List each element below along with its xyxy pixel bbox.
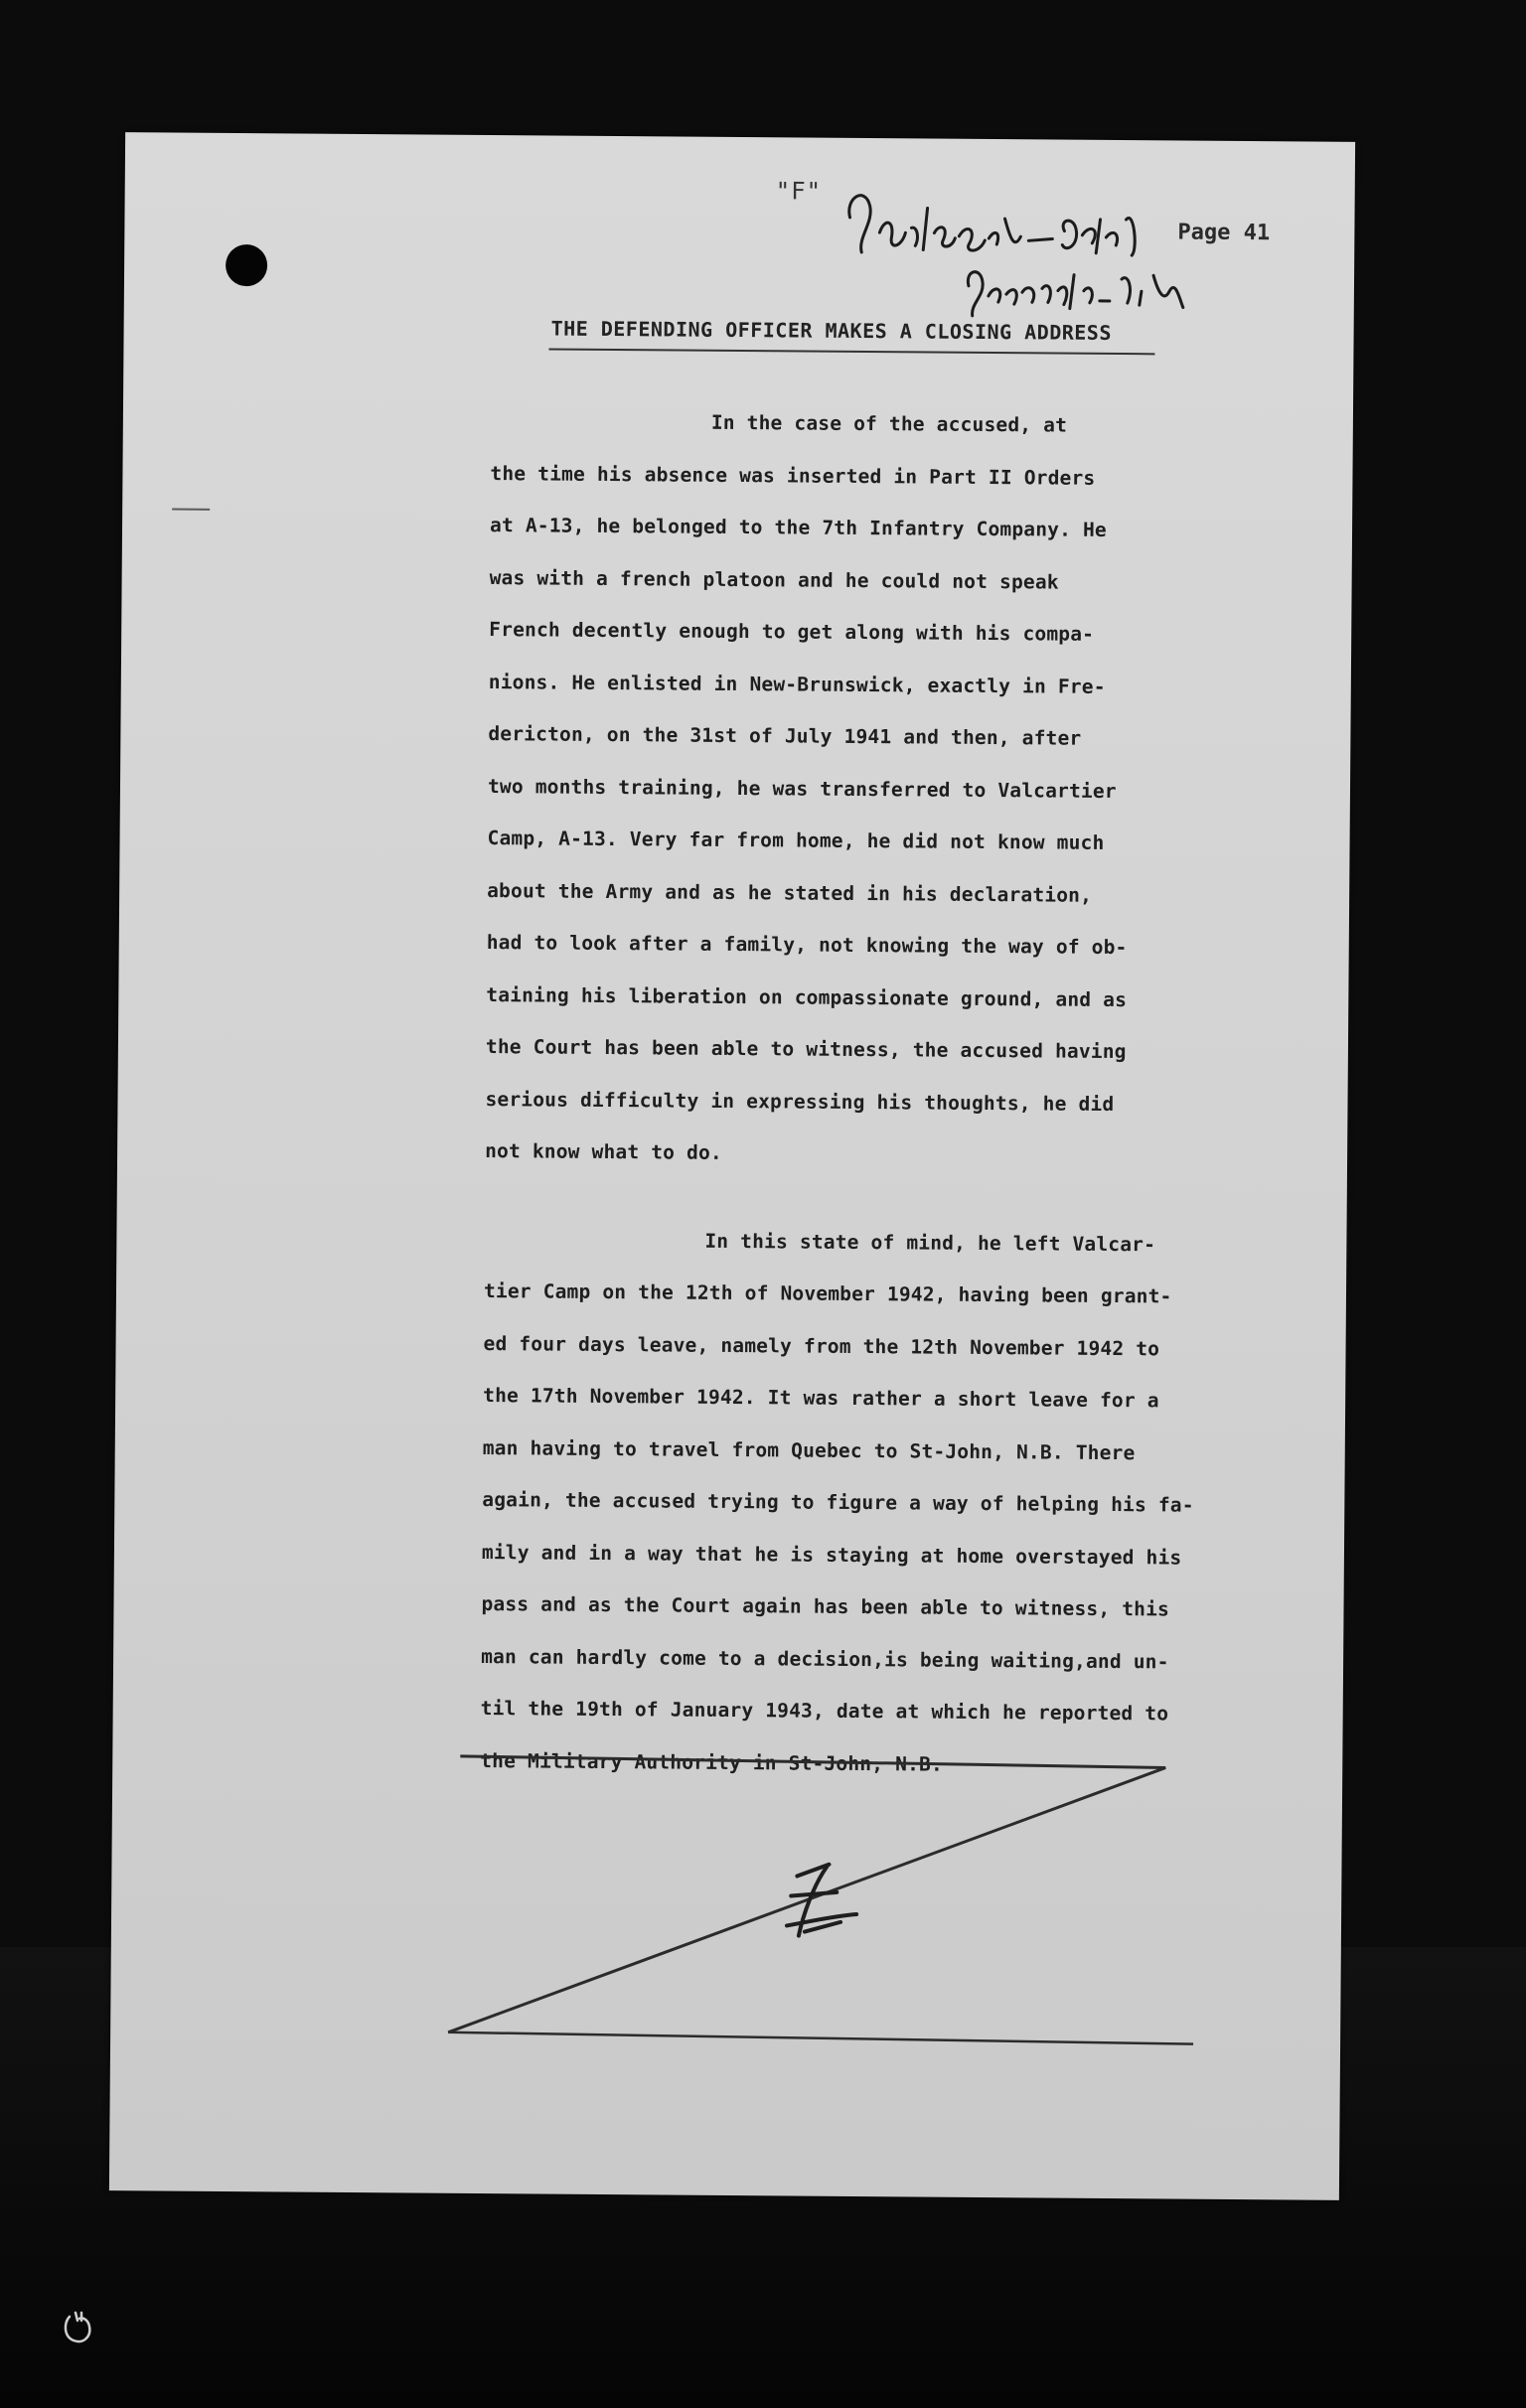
- text-line: again, the accused trying to figure a way of helping his fa-: [482, 1488, 1194, 1517]
- text-line: the time his absence was inserted in Part II Orders: [490, 461, 1096, 490]
- text-line: tier Camp on the 12th of November 1942, having been grant-: [483, 1279, 1172, 1308]
- scanner-corner-icon: [58, 2307, 97, 2346]
- text-line: ed four days leave, namely from the 12th November 1942 to: [483, 1331, 1160, 1360]
- text-line: about the Army and as he stated in his declaration,: [487, 878, 1093, 907]
- text-line: pass and as the Court again has been able to witness, this: [481, 1592, 1170, 1621]
- margin-mark: [172, 509, 210, 511]
- text-line: was with a french platoon and he could not speak: [489, 565, 1059, 594]
- document-page: [109, 132, 1355, 2200]
- section-heading: THE DEFENDING OFFICER MAKES A CLOSING ADDRESS: [550, 316, 1113, 345]
- text-line: not know what to do.: [485, 1139, 723, 1164]
- text-line: taining his liberation on compassionate ground, and as: [486, 982, 1128, 1011]
- text-line: the Military Authority in St-John, N.B.: [480, 1748, 944, 1776]
- text-line: In the case of the accused, at: [710, 410, 1068, 437]
- page-number: Page 41: [1177, 220, 1271, 246]
- text-line: Camp, A-13. Very far from home, he did not know much: [487, 827, 1105, 854]
- text-line: nions. He enlisted in New-Brunswick, exactly in Fre-: [488, 670, 1106, 698]
- text-line: two months training, he was transferred to Valcartier: [487, 774, 1117, 803]
- text-line: had to look after a family, not knowing the way of ob-: [486, 931, 1128, 960]
- text-line: man can hardly come to a decision,is being waiting,and un-: [481, 1644, 1169, 1673]
- text-line: dericton, on the 31st of July 1941 and then, after: [488, 722, 1082, 750]
- exhibit-mark: "F": [775, 177, 823, 206]
- heading-underline: [548, 349, 1154, 356]
- text-line: the Court has been able to witness, the accused having: [485, 1035, 1127, 1064]
- text-line: til the 19th of January 1943, date at which he reported to: [480, 1697, 1169, 1726]
- handwritten-text: Court Reporter - Official, President: [839, 162, 1185, 185]
- punch-hole: [226, 244, 267, 286]
- z-cancellation-mark: [437, 1744, 1314, 2129]
- paragraph-gap: [485, 1178, 1240, 1220]
- closing-address-body: [480, 395, 1246, 1793]
- text-line: the 17th November 1942. It was rather a short leave for a: [483, 1384, 1159, 1413]
- text-line: serious difficulty in expressing his thoughts, he did: [485, 1087, 1115, 1116]
- text-line: mily and in a way that he is staying at home overstayed his: [481, 1540, 1182, 1570]
- text-line: at A-13, he belonged to the 7th Infantry Company. He: [489, 514, 1108, 541]
- text-line: man having to travel from Quebec to St-John, N.B. There: [482, 1435, 1136, 1464]
- text-line: In this state of mind, he left Valcar-: [704, 1229, 1156, 1256]
- handwritten-annotation: [839, 162, 1258, 340]
- text-line: French decently enough to get along with his compa-: [489, 618, 1095, 646]
